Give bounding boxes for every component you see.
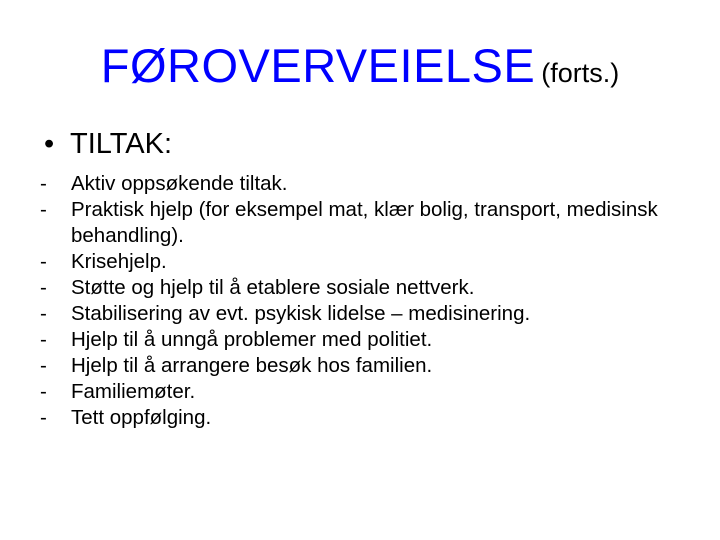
dash-marker: - xyxy=(40,328,47,351)
dash-marker: - xyxy=(40,302,47,325)
dash-marker: - xyxy=(40,354,47,377)
list-item-text: Familiemøter. xyxy=(71,380,196,403)
list-item xyxy=(40,327,700,353)
dash-marker: - xyxy=(40,276,47,299)
list-item xyxy=(40,405,700,431)
list-item-text: Støtte og hjelp til å etablere sosiale nettverk. xyxy=(71,276,475,299)
slide-title xyxy=(0,38,720,93)
list-item-text: Hjelp til å unngå problemer med politiet. xyxy=(71,328,433,351)
list-item xyxy=(40,353,700,379)
list-item-text: Praktisk hjelp (for eksempel mat, klær bolig, transport, medisinsk behandling). xyxy=(71,198,658,247)
section-heading xyxy=(44,128,172,161)
list-item xyxy=(40,171,700,197)
list-item xyxy=(40,379,700,405)
title-suffix: (forts.) xyxy=(541,58,620,88)
dash-marker: - xyxy=(40,172,47,195)
dash-marker: - xyxy=(40,380,47,403)
section-heading-text: TILTAK: xyxy=(70,128,173,160)
list-item-text: Krisehjelp. xyxy=(71,250,167,273)
list-item-text: Aktiv oppsøkende tiltak. xyxy=(71,172,288,195)
list-item-text: Hjelp til å arrangere besøk hos familien. xyxy=(71,354,433,377)
dash-marker: - xyxy=(40,250,47,273)
list-item xyxy=(40,197,700,249)
list-item xyxy=(40,301,700,327)
dash-marker: - xyxy=(40,406,47,429)
list-item-text: Tett oppfølging. xyxy=(71,406,212,429)
list-item xyxy=(40,275,700,301)
dash-marker: - xyxy=(40,198,47,221)
list-item xyxy=(40,249,700,275)
measures-list xyxy=(40,171,700,431)
list-item-text: Stabilisering av evt. psykisk lidelse – medisinering. xyxy=(71,302,531,325)
bullet-icon: • xyxy=(44,128,55,160)
title-main: FØROVERVEIELSE xyxy=(100,39,536,92)
